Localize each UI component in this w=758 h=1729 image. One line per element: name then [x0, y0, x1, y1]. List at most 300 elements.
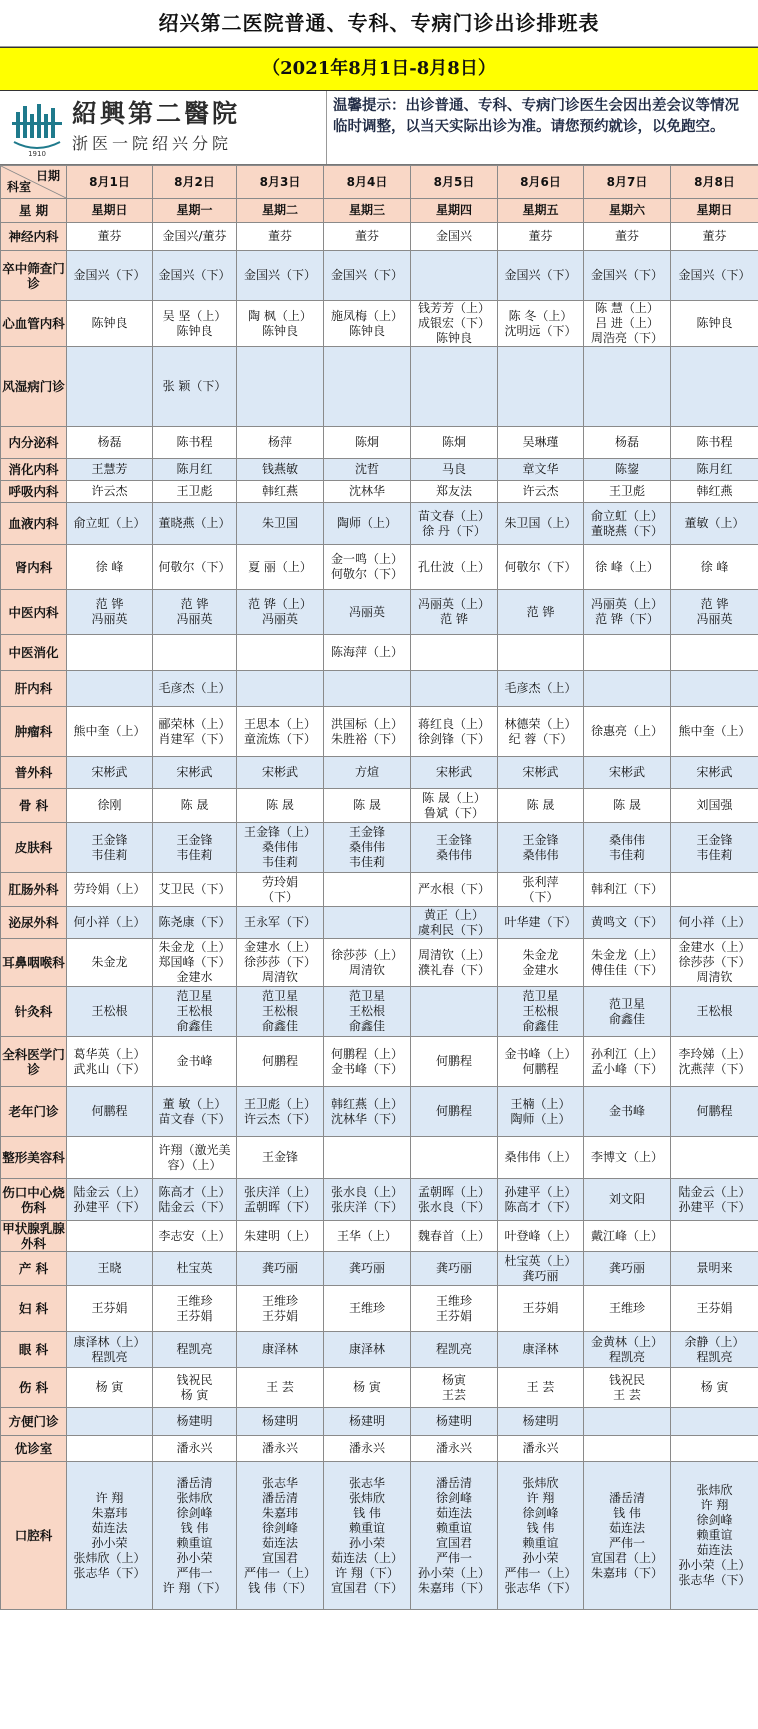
doctor-name: 周清钦（上）	[417, 947, 490, 962]
doctor-name: 王金锋	[176, 832, 213, 847]
doctor-name: 金建水	[176, 970, 213, 984]
dept-row	[1, 1286, 758, 1332]
doctor-name: 何鹏程	[696, 1104, 733, 1118]
schedule-cell	[671, 427, 758, 459]
schedule-cell	[324, 873, 411, 907]
schedule-cell	[498, 427, 584, 459]
schedule-cell	[324, 1436, 411, 1462]
doctor-name: 严伟一	[435, 1550, 472, 1565]
doctor-name: 鲁斌（下）	[423, 805, 484, 820]
dept-name: 骨 科	[1, 789, 67, 823]
doctor-name: 王楠（上）	[510, 1096, 571, 1111]
doctor-name: 肖建军（下）	[158, 731, 231, 746]
schedule-cell	[237, 545, 324, 590]
schedule-cell	[153, 1368, 237, 1408]
schedule-cell	[498, 1037, 584, 1087]
doctor-name: 钱燕敏	[261, 462, 298, 476]
doctor-name: 王芸	[441, 1387, 466, 1402]
schedule-cell	[498, 1436, 584, 1462]
doctor-name: 李博文（上）	[590, 1150, 663, 1164]
schedule-cell	[237, 1408, 324, 1436]
schedule-cell	[153, 1037, 237, 1087]
schedule-cell	[671, 1087, 758, 1137]
doctor-name: 陈高才（下）	[504, 1199, 577, 1214]
schedule-cell	[67, 301, 153, 347]
doctor-name: 许翔（激光美	[158, 1142, 231, 1157]
schedule-cell	[153, 823, 237, 873]
doctor-name: 张炜欣	[176, 1490, 213, 1505]
doctor-name: 陈书程	[176, 435, 213, 449]
doctor-name: 龚巧丽	[522, 1268, 559, 1283]
doctor-name: 葛华英（上）	[73, 1046, 146, 1061]
schedule-table	[0, 165, 758, 1610]
date-cell: 8月4日	[324, 166, 411, 199]
doctor-name: 朱卫国（上）	[504, 516, 577, 530]
dept-name: 卒中筛查门诊	[1, 251, 67, 301]
schedule-cell	[584, 757, 671, 789]
weekday-cell: 星期日	[671, 199, 758, 223]
doctor-name: 黄鸣文（下）	[590, 915, 663, 929]
doctor-name: 范卫星	[261, 989, 298, 1003]
doctor-name: 孟朝晖（下）	[243, 1199, 316, 1214]
doctor-name: 杨建明	[435, 1414, 472, 1428]
schedule-cell	[237, 1137, 324, 1179]
doctor-name: 董芬	[97, 229, 122, 243]
schedule-cell	[584, 1137, 671, 1179]
doctor-name: 王维珍	[176, 1293, 213, 1308]
schedule-cell	[324, 671, 411, 707]
doctor-name: 王金锋	[91, 832, 128, 847]
doctor-name: 何鹏程	[435, 1104, 472, 1118]
doctor-name: 程凯亮	[91, 1349, 128, 1364]
schedule-cell	[584, 873, 671, 907]
doctor-name: 朱嘉玮（下）	[417, 1580, 490, 1595]
schedule-cell	[324, 907, 411, 939]
doctor-name: 陆金云（上）	[73, 1184, 146, 1199]
schedule-cell	[324, 1286, 411, 1332]
doctor-name: 严伟一	[176, 1565, 213, 1580]
weekday-cell: 星期六	[584, 199, 671, 223]
doctor-name: 沈哲	[354, 462, 379, 476]
doctor-name: 陈钟良	[261, 323, 298, 338]
doctor-name: 许 翔	[700, 1498, 729, 1512]
schedule-cell	[67, 251, 153, 301]
schedule-cell	[411, 1332, 498, 1368]
doctor-name: 陈高才（上）	[158, 1184, 231, 1199]
doctor-name: 王金锋	[348, 825, 385, 839]
dept-row	[1, 635, 758, 671]
doctor-name: 李玲娣（上）	[678, 1046, 751, 1061]
schedule-cell	[671, 590, 758, 635]
doctor-name: 王慧芳	[91, 462, 128, 476]
schedule-cell	[237, 1179, 324, 1221]
dept-name: 肛肠外科	[1, 873, 67, 907]
doctor-name: 金国兴	[435, 229, 472, 243]
doctor-name: 吴琳瑾	[522, 435, 559, 449]
doctor-name: 朱胜裕（下）	[330, 731, 403, 746]
doctor-name: 赖重谊	[522, 1535, 559, 1550]
dept-row	[1, 1137, 758, 1179]
schedule-cell	[67, 671, 153, 707]
doctor-name: 张志华（下）	[678, 1573, 751, 1587]
schedule-cell	[671, 1368, 758, 1408]
doctor-name: 金建水	[522, 962, 559, 977]
doctor-name: 魏春首（上）	[417, 1228, 490, 1243]
doctor-name: 董芬	[614, 229, 639, 243]
doctor-name: 范卫星	[522, 989, 559, 1003]
doctor-name: 程凯亮	[176, 1342, 213, 1356]
doctor-name: 康泽林	[348, 1342, 385, 1356]
dept-row	[1, 1179, 758, 1221]
dept-row	[1, 707, 758, 757]
doctor-name: 桑伟伟	[348, 840, 385, 854]
doctor-name: 何鹏程	[522, 1061, 559, 1076]
schedule-cell	[584, 1252, 671, 1286]
schedule-cell	[237, 671, 324, 707]
schedule-cell	[237, 347, 324, 427]
schedule-cell	[153, 1087, 237, 1137]
doctor-name: 吕 进（上）	[595, 316, 659, 330]
doctor-name: 徐 峰	[700, 559, 729, 574]
doctor-name: 王芬娟	[435, 1308, 472, 1323]
doctor-name: 韩红燕	[261, 484, 298, 498]
doctor-name: 童流炼（下）	[243, 731, 316, 746]
doctor-name: 金书峰	[176, 1054, 213, 1068]
schedule-cell	[324, 459, 411, 481]
doctor-name: 许云杰	[91, 484, 128, 498]
doctor-name: 郦荣林（上）	[158, 716, 231, 731]
hospital-name: 紹興第二醫院	[72, 99, 241, 128]
schedule-cell	[67, 1408, 153, 1436]
schedule-cell	[671, 1286, 758, 1332]
date-range: （2021年8月1日-8月8日）	[0, 47, 758, 91]
schedule-cell	[153, 1332, 237, 1368]
schedule-cell	[411, 987, 498, 1037]
doctor-name: 陈钟良	[91, 316, 128, 330]
doctor-name: 洪国标（上）	[330, 716, 403, 731]
dept-row	[1, 251, 758, 301]
schedule-cell	[237, 1037, 324, 1087]
schedule-cell	[498, 823, 584, 873]
doctor-name: 孙建平（上）	[504, 1184, 577, 1199]
schedule-cell	[411, 1137, 498, 1179]
schedule-cell	[153, 503, 237, 545]
schedule-cell	[671, 907, 758, 939]
dept-row	[1, 873, 758, 907]
corner-label-date: 日期	[35, 169, 60, 183]
schedule-cell	[324, 1462, 411, 1610]
dept-row	[1, 1332, 758, 1368]
schedule-cell	[67, 1368, 153, 1408]
doctor-name: 夏 丽（上）	[248, 559, 312, 574]
doctor-name: 陈鋆	[614, 462, 639, 476]
doctor-name: 许云杰（下）	[243, 1111, 316, 1126]
schedule-cell	[324, 1252, 411, 1286]
schedule-cell	[67, 481, 153, 503]
doctor-name: 金国兴（下）	[590, 268, 663, 282]
dept-name: 眼 科	[1, 1332, 67, 1368]
dept-row	[1, 671, 758, 707]
doctor-name: 孙小荣	[348, 1535, 385, 1550]
weekday-cell: 星期二	[237, 199, 324, 223]
doctor-name: 俞立虹（上）	[590, 508, 663, 523]
doctor-name: 冯丽英	[696, 612, 733, 626]
doctor-name: 孙建平（下）	[73, 1199, 146, 1214]
schedule-cell	[498, 635, 584, 671]
schedule-cell	[324, 1221, 411, 1252]
doctor-name: 王金锋	[261, 1150, 298, 1164]
doctor-name: 王金锋	[522, 832, 559, 847]
doctor-name: 戴江峰（上）	[590, 1228, 663, 1243]
dept-name: 伤 科	[1, 1368, 67, 1408]
schedule-cell	[237, 590, 324, 635]
schedule-cell	[671, 347, 758, 427]
doctor-name: 张炜欣	[696, 1483, 733, 1497]
doctor-name: 吴 坚（上）	[162, 308, 227, 323]
dept-name: 中医内科	[1, 590, 67, 635]
doctor-name: 郑国峰（下）	[158, 955, 231, 969]
weekday-cell: 星期三	[324, 199, 411, 223]
doctor-name: 孙小荣（上）	[678, 1558, 751, 1572]
doctor-name: 陈书程	[696, 435, 733, 449]
schedule-cell	[153, 907, 237, 939]
dept-name: 妇 科	[1, 1286, 67, 1332]
schedule-cell	[411, 707, 498, 757]
schedule-cell	[324, 1368, 411, 1408]
schedule-cell	[584, 789, 671, 823]
doctor-name: 桑伟伟（上）	[504, 1150, 577, 1164]
doctor-name: 韦佳莉	[696, 847, 733, 862]
doctor-name: 张利萍	[522, 874, 559, 889]
doctor-name: 钱芳芳（上）	[417, 301, 490, 315]
schedule-cell	[324, 1087, 411, 1137]
schedule-cell	[153, 545, 237, 590]
doctor-name: 艾卫民（下）	[158, 882, 231, 896]
doctor-name: 陈钟良	[176, 323, 213, 338]
doctor-name: 俞鑫佳	[261, 1019, 298, 1033]
schedule-cell	[67, 823, 153, 873]
doctor-name: 严伟一（上）	[243, 1565, 316, 1580]
doctor-name: 杨建明	[261, 1414, 298, 1428]
schedule-cell	[584, 671, 671, 707]
schedule-cell	[671, 251, 758, 301]
doctor-name: 容）（上）	[167, 1157, 222, 1172]
schedule-cell	[324, 1037, 411, 1087]
doctor-name: 王金锋	[435, 832, 472, 847]
doctor-name: 徐 峰（上）	[595, 559, 659, 574]
doctor-name: 纪 蓉（下）	[508, 731, 573, 746]
schedule-cell	[67, 1137, 153, 1179]
doctor-name: 陈月红	[176, 462, 213, 476]
schedule-cell	[411, 251, 498, 301]
doctor-name: 潘岳清	[176, 1475, 213, 1490]
schedule-cell	[584, 1462, 671, 1610]
schedule-cell	[411, 1462, 498, 1610]
doctor-name: 何鹏程	[435, 1054, 472, 1068]
doctor-name: 茹连法	[91, 1520, 128, 1535]
doctor-name: （下）	[522, 889, 559, 904]
doctor-name: 濮礼春（下）	[417, 962, 490, 977]
doctor-name: 韦佳莉	[348, 855, 385, 869]
dept-name: 甲状腺乳腺外科	[2, 1221, 65, 1251]
doctor-name: 张庆洋（上）	[243, 1184, 316, 1199]
doctor-name: 董 敏（上）	[162, 1096, 227, 1111]
doctor-name: 钱祝民	[176, 1372, 213, 1387]
doctor-name: 桑伟伟	[435, 847, 472, 862]
schedule-cell	[67, 1087, 153, 1137]
doctor-name: 宋彬武	[522, 765, 559, 779]
doctor-name: 孙小荣	[91, 1535, 128, 1550]
dept-row	[1, 1252, 758, 1286]
doctor-name: 金一鸣（上）	[330, 552, 403, 566]
schedule-cell	[411, 1252, 498, 1286]
schedule-cell	[671, 301, 758, 347]
dept-row	[1, 939, 758, 987]
schedule-cell	[67, 459, 153, 481]
doctor-name: 杨磊	[614, 435, 639, 449]
doctor-name: 熊中奎（上）	[678, 724, 751, 738]
doctor-name: 杜宝英（上）	[504, 1253, 577, 1268]
doctor-name: 桑伟伟	[261, 840, 298, 854]
schedule-cell	[584, 251, 671, 301]
schedule-cell	[153, 1221, 237, 1252]
schedule-cell	[411, 1286, 498, 1332]
date-cell: 8月8日	[671, 166, 758, 199]
schedule-cell	[153, 223, 237, 251]
doctor-name: 章文华	[522, 462, 559, 476]
doctor-name: 朱嘉玮	[261, 1505, 298, 1520]
doctor-name: 董芬	[702, 229, 727, 243]
schedule-cell	[584, 707, 671, 757]
doctor-name: 王 芸	[526, 1380, 555, 1394]
doctor-name: 茹连法	[435, 1505, 472, 1520]
dept-name: 心血管内科	[1, 301, 67, 347]
date-cell: 8月1日	[67, 166, 153, 199]
schedule-cell	[324, 545, 411, 590]
schedule-cell	[237, 459, 324, 481]
schedule-cell	[153, 347, 237, 427]
date-cell: 8月3日	[237, 166, 324, 199]
schedule-cell	[411, 1179, 498, 1221]
doctor-name: 成银宏（下）	[417, 316, 490, 330]
schedule-cell	[498, 1179, 584, 1221]
weekday-cell: 星期一	[153, 199, 237, 223]
doctor-name: 程凯亮	[696, 1349, 733, 1364]
dept-name: 泌尿外科	[1, 907, 67, 939]
dept-name: 神经内科	[1, 223, 67, 251]
doctor-name: 潘永兴	[261, 1441, 298, 1455]
schedule-cell	[671, 223, 758, 251]
doctor-name: 方煊	[354, 765, 379, 779]
schedule-cell	[671, 873, 758, 907]
doctor-name: 董芬	[267, 229, 292, 243]
schedule-cell	[153, 1408, 237, 1436]
doctor-name: 杨 寅	[180, 1387, 209, 1402]
doctor-name: 沈明远（下）	[504, 323, 577, 338]
schedule-cell	[671, 823, 758, 873]
doctor-name: 严水根（下）	[417, 882, 490, 896]
doctor-name: 何鹏程（上）	[330, 1046, 403, 1061]
doctor-name: 韩红燕（上）	[330, 1096, 403, 1111]
schedule-cell	[584, 987, 671, 1037]
schedule-cell	[67, 707, 153, 757]
schedule-cell	[411, 873, 498, 907]
doctor-name: 王永军（下）	[243, 915, 316, 929]
doctor-name: 王金锋	[696, 832, 733, 847]
dept-name: 老年门诊	[1, 1087, 67, 1137]
schedule-cell	[67, 1462, 153, 1610]
doctor-name: 王维珍	[261, 1293, 298, 1308]
doctor-name: 孙小荣	[176, 1550, 213, 1565]
doctor-name: 陈月红	[696, 462, 733, 476]
doctor-name: 金国兴/董芬	[162, 229, 227, 243]
schedule-cell	[584, 545, 671, 590]
dept-name: 普外科	[1, 757, 67, 789]
doctor-name: 陶 枫（上）	[248, 308, 312, 323]
schedule-cell	[498, 1137, 584, 1179]
schedule-cell	[411, 789, 498, 823]
schedule-cell	[671, 545, 758, 590]
doctor-name: 王思本（上）	[243, 716, 316, 731]
schedule-cell	[237, 1462, 324, 1610]
schedule-cell	[584, 635, 671, 671]
doctor-name: 何敬尔（下）	[504, 559, 577, 574]
schedule-cell	[153, 590, 237, 635]
dept-name: 伤口中心烧伤科	[1, 1179, 67, 1221]
schedule-cell	[237, 707, 324, 757]
doctor-name: 钱 伟	[526, 1520, 555, 1535]
schedule-cell	[67, 987, 153, 1037]
doctor-name: 徐惠亮（上）	[590, 724, 663, 738]
dept-name: 全科医学门诊	[1, 1037, 67, 1087]
schedule-cell	[67, 1037, 153, 1087]
doctor-name: 王金锋（上）	[243, 825, 316, 839]
doctor-name: 范 铧	[526, 604, 555, 619]
schedule-cell	[584, 427, 671, 459]
doctor-name: 龚巧丽	[348, 1261, 385, 1275]
schedule-cell	[411, 635, 498, 671]
schedule-cell	[67, 1286, 153, 1332]
doctor-name: 杨建明	[522, 1414, 559, 1428]
doctor-name: 王芬娟	[91, 1301, 128, 1315]
schedule-cell	[671, 459, 758, 481]
doctor-name: 何鹏程	[91, 1104, 128, 1118]
schedule-cell	[498, 347, 584, 427]
doctor-name: 徐剑峰	[522, 1505, 559, 1520]
schedule-cell	[153, 427, 237, 459]
schedule-cell	[324, 823, 411, 873]
schedule-cell	[498, 1221, 584, 1252]
dept-row	[1, 545, 758, 590]
dept-name: 针灸科	[1, 987, 67, 1037]
schedule-cell	[153, 1179, 237, 1221]
schedule-cell	[498, 1252, 584, 1286]
doctor-name: 沈林华（下）	[330, 1111, 403, 1126]
dept-name: 肝内科	[1, 671, 67, 707]
doctor-name: 王松根	[176, 1004, 213, 1018]
schedule-cell	[411, 1087, 498, 1137]
schedule-cell	[67, 545, 153, 590]
doctor-name: 钱 伟	[613, 1505, 641, 1520]
doctor-name: 金书峰（上）	[504, 1046, 577, 1061]
doctor-name: 赖重谊	[435, 1520, 472, 1535]
schedule-cell	[67, 757, 153, 789]
schedule-cell	[498, 590, 584, 635]
doctor-name: 赖重谊	[696, 1528, 733, 1542]
doctor-name: 宋彬武	[176, 765, 213, 779]
dept-name: 消化内科	[1, 459, 67, 481]
doctor-name: 王卫彪	[608, 484, 645, 498]
